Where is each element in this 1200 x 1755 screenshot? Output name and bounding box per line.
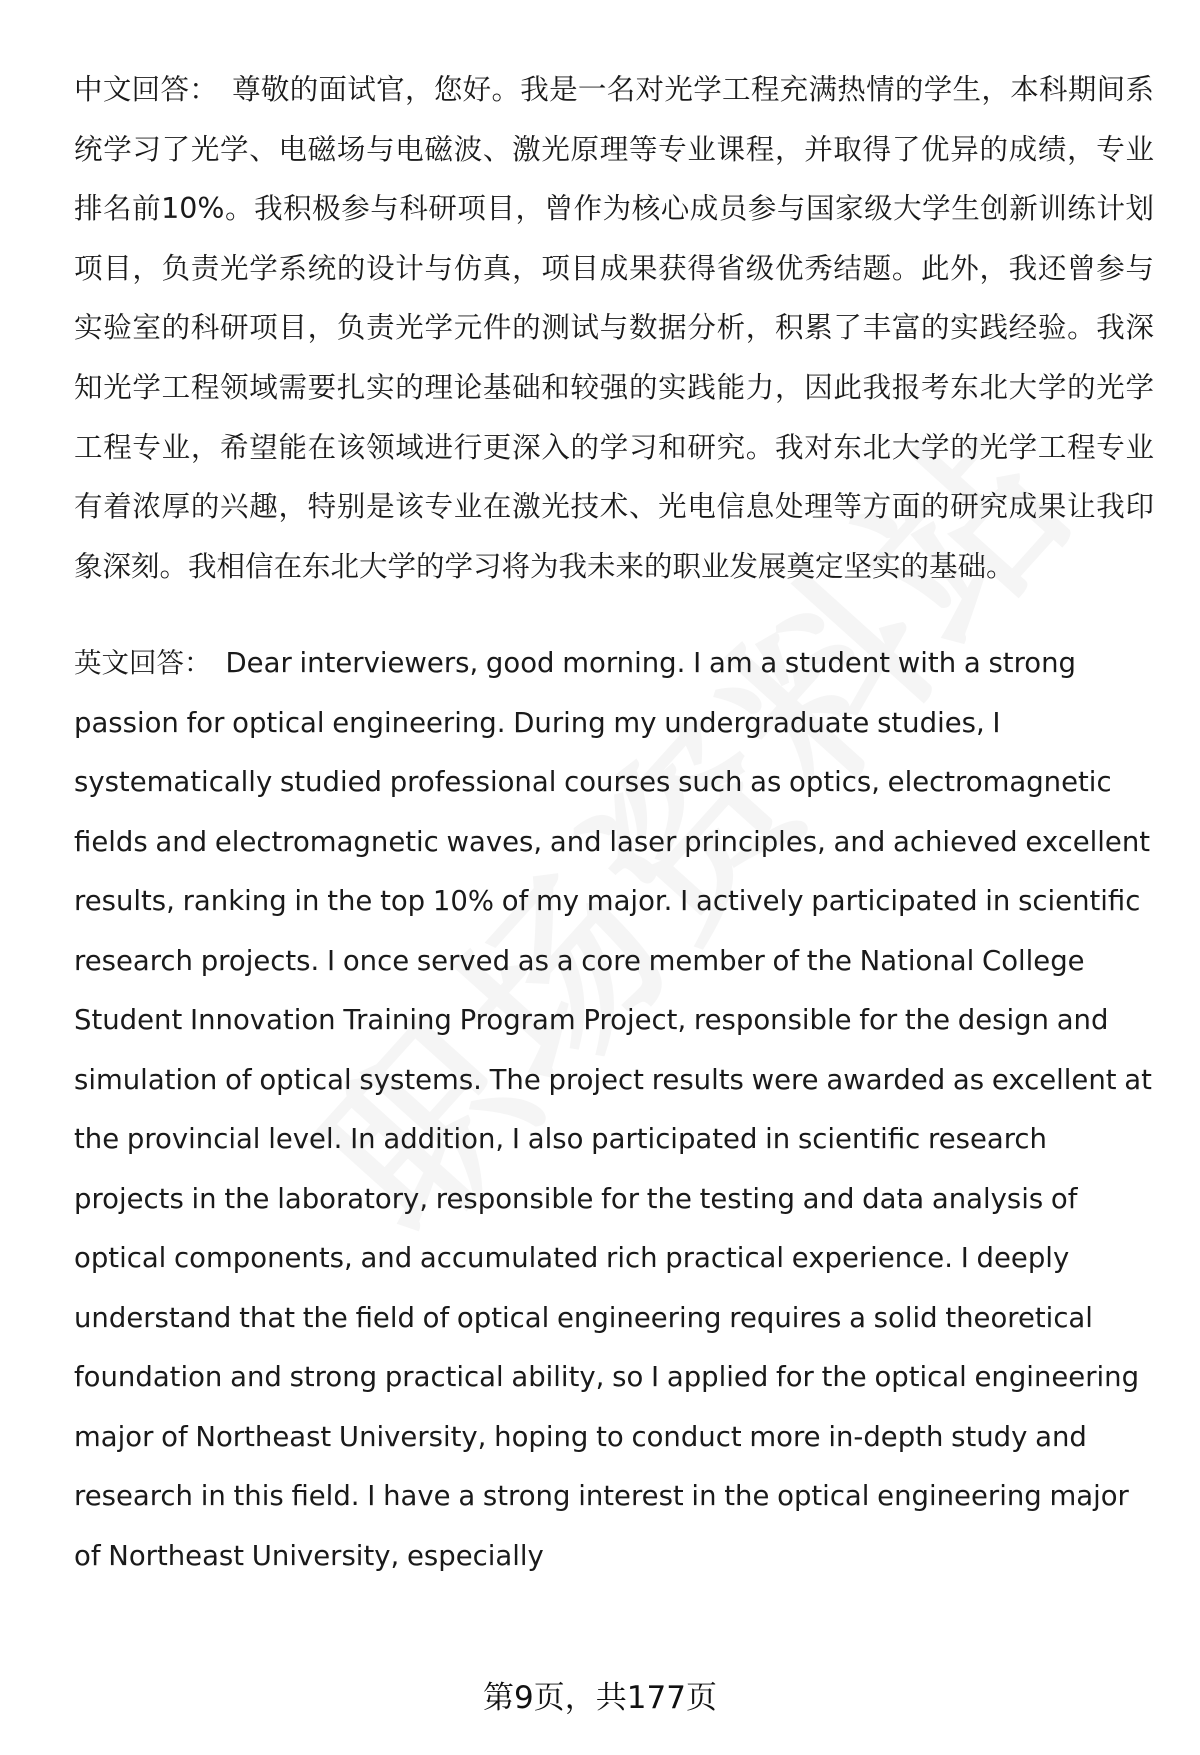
page-number-footer: 第9页，共177页 [483,1680,717,1716]
english-answer-label: 英文回答： [74,647,212,680]
english-answer-text: Dear interviewers, good morning. I am a student with a strong passion for optical engineering. During my undergraduate studies, I systematically studied professional courses such as optics, electromagnetic fields and electromagnetic waves, and laser principles, and achieved excellent results, ranking in the top 10% of my major. I actively participated in scientific research projects. I once served as a core member of the National College Student Innovation Training Program Project, responsible for the design and simulation of optical systems. The project results were awarded as excellent at the provincial level. In addition, I also participated in scientific research projects in the laboratory, responsible for the testing and data analysis of optical components, and accumulated rich practical experience. I deeply understand that the field of optical engineering requires a solid theoretical foundation and strong practical ability, so I applied for the optical engineering major of Northeast University, hoping to conduct more in-depth study and research in this field. I have a strong interest in the optical engineering major of Northeast University, especially [74,647,1152,1572]
chinese-answer-text: 尊敬的面试官，您好。我是一名对光学工程充满热情的学生，本科期间系统学习了光学、电磁场与电磁波、激光原理等专业课程，并取得了优异的成绩，专业排名前10%。我积极参与科研项目，曾作为核心成员参与国家级大学生创新训练计划项目，负责光学系统的设计与仿真，项目成果获得省级优秀结题。此外，我还曾参与实验室的科研项目，负责光学元件的测试与数据分析，积累了丰富的实践经验。我深知光学工程领域需要扎实的理论基础和较强的实践能力，因此我报考东北大学的光学工程专业，希望能在该领域进行更深入的学习和研究。我对东北大学的光学工程专业有着浓厚的兴趣，特别是该专业在激光技术、光电信息处理等方面的研究成果让我印象深刻。我相信在东北大学的学习将为我未来的职业发展奠定坚实的基础。 [74,73,1154,583]
english-answer-paragraph [74,634,1154,1586]
page-content [74,60,1154,1586]
chinese-answer-label: 中文回答： [74,73,219,106]
chinese-answer-paragraph [74,60,1154,596]
